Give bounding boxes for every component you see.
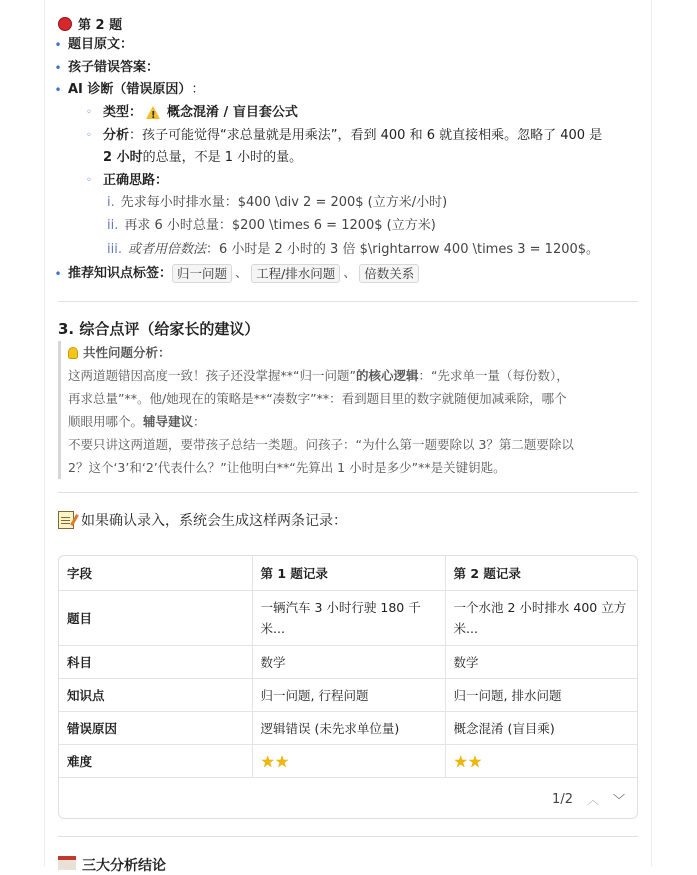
summary-blockquote xyxy=(58,341,638,479)
divider xyxy=(58,836,638,837)
calendar-icon xyxy=(58,856,76,870)
summary-heading: 3. 综合点评（给家长的建议） xyxy=(58,320,260,338)
summary-line: 这两道题错因高度一致！孩子还没掌握**“归一问题”的核心逻辑：“先求单一量（每份数）， xyxy=(68,368,569,383)
question-heading xyxy=(58,14,122,33)
list-item-wrong-answer: • 孩子错误答案 ： xyxy=(48,59,159,77)
circle-bullet-icon: ◦ xyxy=(86,175,92,186)
diagnosis-correct: ◦ 正确思路 ： xyxy=(82,172,168,190)
column-header: 第 2 题记录 xyxy=(445,556,638,591)
right-border xyxy=(651,0,652,866)
diagnosis-analysis-cont: 2 小时 的总量，不是 1 小时的量。 xyxy=(103,150,303,165)
records-intro: 如果确认录入，系统会生成这样两条记录： xyxy=(58,510,347,530)
circle-bullet-icon: ◦ xyxy=(86,130,92,141)
bullet-icon: • xyxy=(54,83,62,97)
warning-icon xyxy=(146,106,160,119)
table-row: 难度 ★★ ★★ xyxy=(59,745,638,778)
divider xyxy=(58,492,638,493)
table-pager xyxy=(552,791,625,808)
red-circle-icon xyxy=(58,17,72,31)
star-rating: ★★ xyxy=(445,745,638,778)
bullet-icon: • xyxy=(54,38,62,52)
bullet-icon: • xyxy=(54,61,62,75)
tag-chip: 倍数关系 xyxy=(359,264,419,283)
chevron-down-icon[interactable]: ﹀ xyxy=(612,793,625,807)
summary-line: 再求总量”**。他/她现在的策略是**“凑数字”**：看到题目里的数字就随便加减乘除，哪个 xyxy=(68,391,567,406)
lightbulb-icon xyxy=(68,347,78,359)
table-header-row xyxy=(59,556,638,591)
diagnosis-analysis: ◦ 分析 ： 孩子可能觉得“求总量就是用乘法”，看到 400 和 6 就直接相乘。忽略了 400 是 xyxy=(82,127,602,145)
summary-line: 顺眼用哪个。辅导建议： xyxy=(68,414,206,429)
table-row: 错误原因 逻辑错误 (未先求单位量) 概念混淆 (盲目乘) xyxy=(59,712,638,745)
column-header: 第 1 题记录 xyxy=(252,556,445,591)
page-indicator: 1/2 xyxy=(552,792,573,807)
diagnosis-type: ◦ 类型 ： ! 概念混淆 / 盲目套公式 xyxy=(82,104,298,122)
summary-line: 不要只讲这两道题，要带孩子总结一类题。问孩子：“为什么第一题要除以 3？第二题要除以 xyxy=(68,437,574,452)
records-table-card xyxy=(58,555,638,819)
column-header: 字段 xyxy=(59,556,252,591)
table-row: 知识点 归一问题, 行程问题 归一问题, 排水问题 xyxy=(59,679,638,712)
left-border xyxy=(44,0,45,866)
list-item-tags: • 推荐知识点标签 ： 归一问题 、 工程/排水问题 、 倍数关系 xyxy=(48,264,419,283)
table-row: 题目 一辆汽车 3 小时行驶 180 千米... 一个水池 2 小时排水 400 立方米... xyxy=(59,591,638,646)
memo-icon xyxy=(58,511,74,529)
step-3: iii. 或者用倍数法 ：6 小时是 2 小时的 3 倍 $\rightarrow 400 \times 3 = 1200$。 xyxy=(107,242,600,257)
list-item-original: • 题目原文 ： xyxy=(48,36,133,54)
star-rating: ★★ xyxy=(252,745,445,778)
step-1: i. 先求每小时排水量：$400 \div 2 = 200$ (立方米/小时) xyxy=(107,195,448,210)
common-issue-label-line: 共性问题分析： xyxy=(68,341,638,364)
step-2: ii. 再求 6 小时总量：$200 \times 6 = 1200$ (立方米) xyxy=(107,218,436,233)
tag-chip: 工程/排水问题 xyxy=(251,264,340,283)
divider xyxy=(58,301,638,302)
circle-bullet-icon: ◦ xyxy=(86,107,92,118)
tag-chip: 归一问题 xyxy=(172,264,232,283)
question-title: 第 2 题 xyxy=(78,18,123,33)
chevron-up-icon[interactable]: ︿ xyxy=(586,793,599,807)
list-item-diagnosis: • AI 诊断（错误原因） ： xyxy=(48,81,204,99)
bullet-icon: • xyxy=(54,266,62,281)
records-table xyxy=(59,556,638,778)
summary-line: 2？这个‘3’和‘2’代表什么？”让他明白**“先算出 1 小时是多少”**是关键钥匙。 xyxy=(68,460,506,475)
table-row: 科目 数学 数学 xyxy=(59,646,638,679)
next-heading: 三大分析结论 xyxy=(82,858,166,874)
